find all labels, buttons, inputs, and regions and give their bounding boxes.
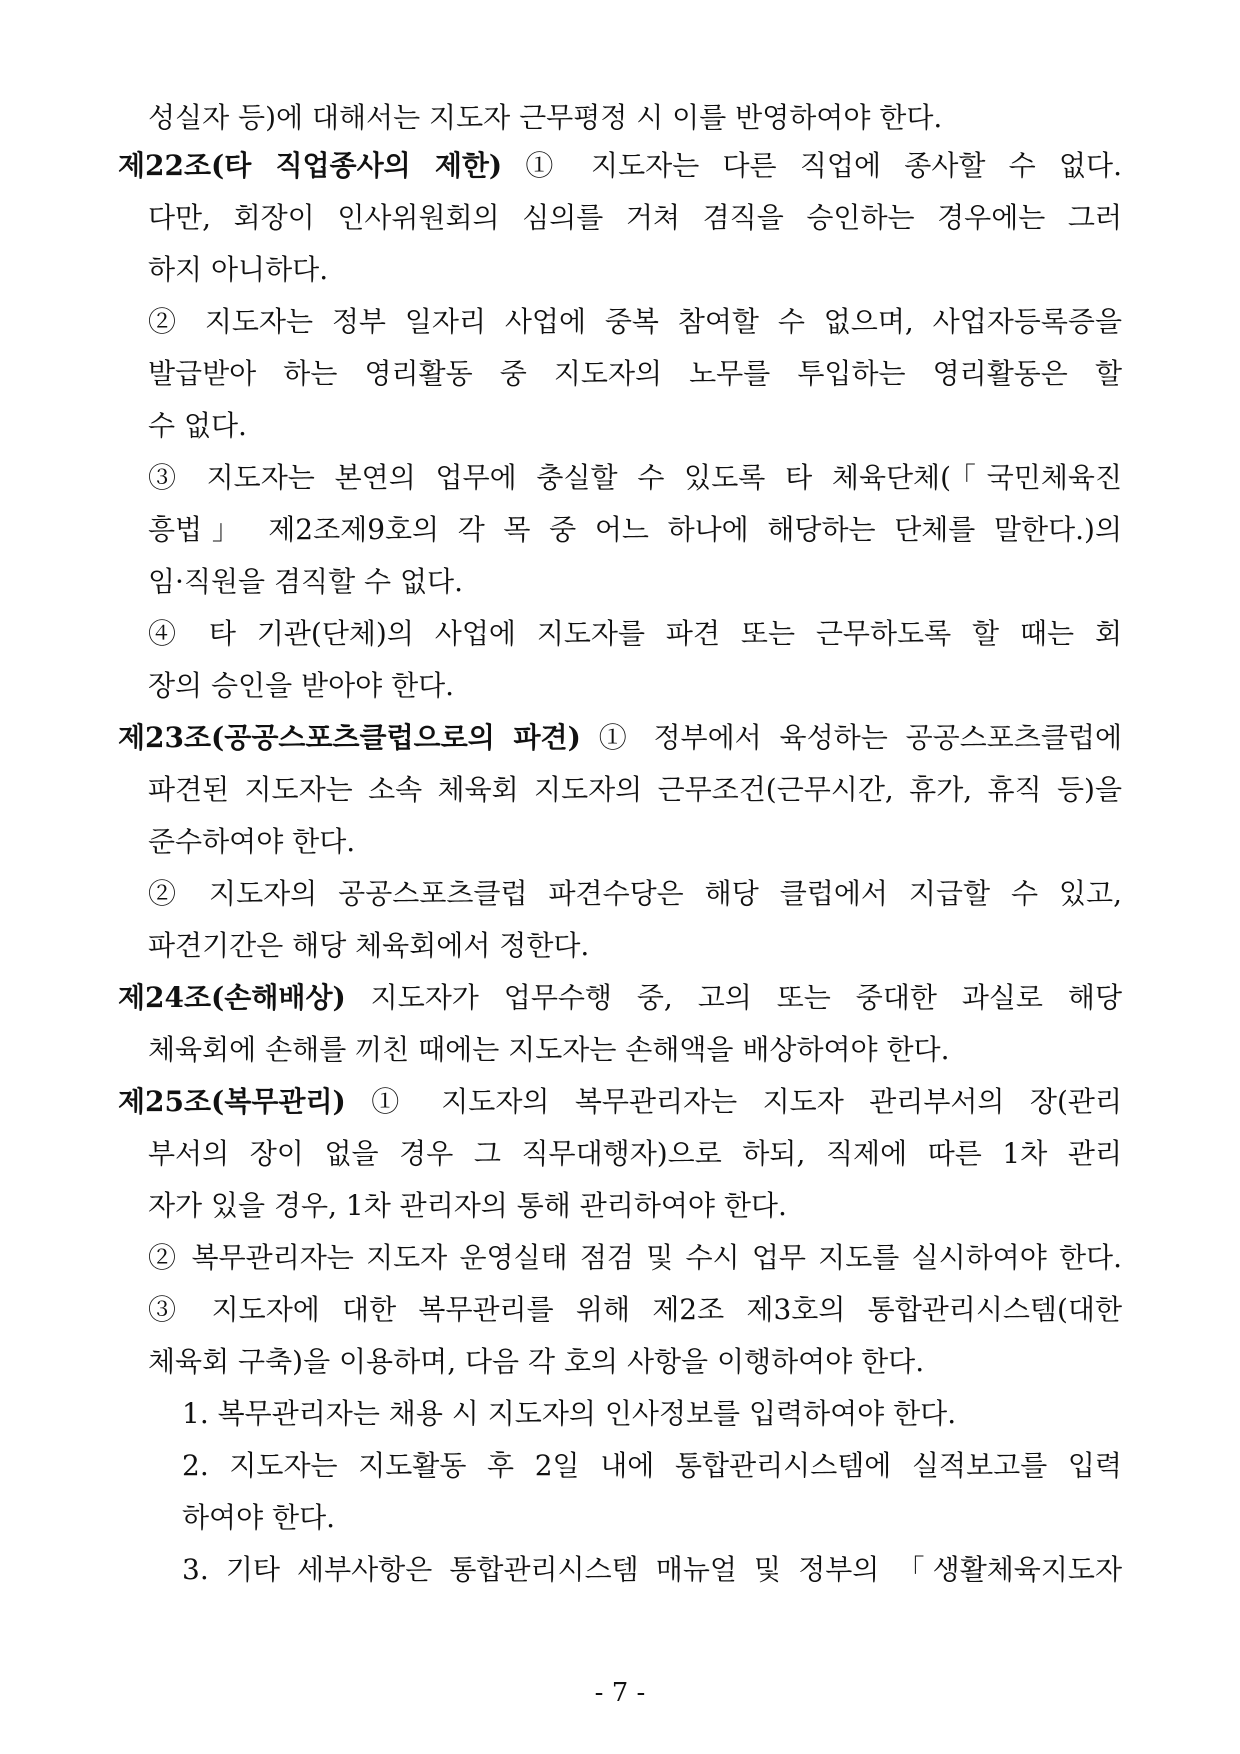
article-heading: 제24조(손해배상): [118, 981, 346, 1014]
page-number: - 7 -: [594, 1678, 646, 1708]
text-line: ③ 지도자는 본연의 업무에 충실할 수 있도록 타 체육단체(「국민체육진: [148, 461, 1122, 494]
text-line: ② 복무관리자는 지도자 운영실태 점검 및 수시 업무 지도를 실시하여야 한다.: [148, 1241, 1122, 1274]
text-line: ③ 지도자에 대한 복무관리를 위해 제2조 제3호의 통합관리시스템(대한: [148, 1293, 1122, 1326]
article-heading: 제23조(공공스포츠클럽으로의 파견): [118, 721, 581, 754]
text-line: 체육회에 손해를 끼친 때에는 지도자는 손해액을 배상하여야 한다.: [148, 1033, 950, 1066]
list-item: 3. 기타 세부사항은 통합관리시스템 매뉴얼 및 정부의 「생활체육지도자: [182, 1553, 1122, 1586]
text-line: 다만, 회장이 인사위원회의 심의를 거쳐 겸직을 승인하는 경우에는 그러: [148, 201, 1122, 234]
article-23-line: 제23조(공공스포츠클럽으로의 파견) ① 정부에서 육성하는 공공스포츠클럽에: [118, 721, 1122, 754]
list-item: 1. 복무관리자는 채용 시 지도자의 인사정보를 입력하여야 한다.: [182, 1397, 957, 1430]
list-item: 2. 지도자는 지도활동 후 2일 내에 통합관리시스템에 실적보고를 입력: [182, 1449, 1122, 1482]
text-line: 흥법」 제2조제9호의 각 목 중 어느 하나에 해당하는 단체를 말한다.)의: [148, 513, 1122, 546]
text-line: 임·직원을 겸직할 수 없다.: [148, 565, 463, 598]
article-24-line: 제24조(손해배상) 지도자가 업무수행 중, 고의 또는 중대한 과실로 해당: [118, 981, 1122, 1014]
article-heading: 제22조(타 직업종사의 제한): [118, 149, 503, 182]
text-line: 체육회 구축)을 이용하며, 다음 각 호의 사항을 이행하여야 한다.: [148, 1345, 925, 1378]
text-line: 부서의 장이 없을 경우 그 직무대행자)으로 하되, 직제에 따른 1차 관리: [148, 1137, 1122, 1170]
text-line: ② 지도자의 공공스포츠클럽 파견수당은 해당 클럽에서 지급할 수 있고,: [148, 877, 1122, 910]
text-line: 성실자 등)에 대해서는 지도자 근무평정 시 이를 반영하여야 한다.: [148, 101, 943, 134]
text-line: 자가 있을 경우, 1차 관리자의 통해 관리하여야 한다.: [148, 1189, 787, 1222]
text-line: 파견된 지도자는 소속 체육회 지도자의 근무조건(근무시간, 휴가, 휴직 등)을: [148, 773, 1122, 806]
list-item-continuation: 하여야 한다.: [182, 1501, 336, 1534]
text-line: 준수하여야 한다.: [148, 825, 356, 858]
text-line: 수 없다.: [148, 409, 247, 442]
text-line: ④ 타 기관(단체)의 사업에 지도자를 파견 또는 근무하도록 할 때는 회: [148, 617, 1122, 650]
text-line: 발급받아 하는 영리활동 중 지도자의 노무를 투입하는 영리활동은 할: [148, 357, 1122, 390]
article-heading: 제25조(복무관리): [118, 1085, 346, 1118]
article-22-line: 제22조(타 직업종사의 제한) ① 지도자는 다른 직업에 종사할 수 없다.: [118, 149, 1122, 182]
article-25-line: 제25조(복무관리) ① 지도자의 복무관리자는 지도자 관리부서의 장(관리: [118, 1085, 1122, 1118]
text-line: ② 지도자는 정부 일자리 사업에 중복 참여할 수 없으며, 사업자등록증을: [148, 305, 1122, 338]
text-line: 하지 아니하다.: [148, 253, 329, 286]
text-line: 장의 승인을 받아야 한다.: [148, 669, 455, 702]
text-line: 파견기간은 해당 체육회에서 정한다.: [148, 929, 590, 962]
